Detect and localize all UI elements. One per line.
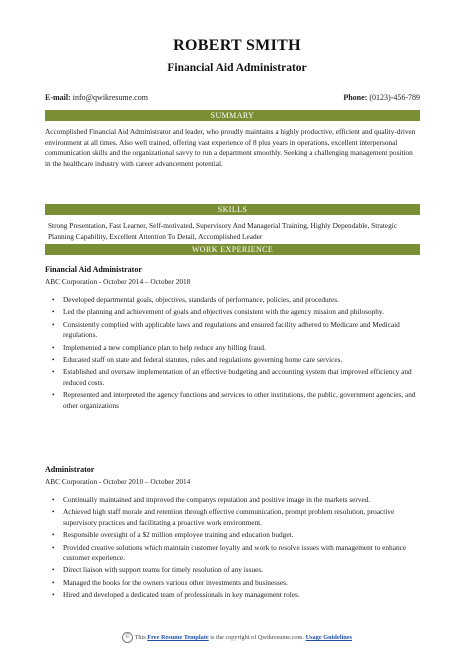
list-item: • Developed departmental goals, objectives, standards of performance, policies, and procedures. — [45, 295, 420, 305]
candidate-title: Financial Aid Administrator — [167, 62, 307, 74]
phone-label: Phone: — [343, 93, 368, 102]
list-item: • Established and oversaw implementation of an effective budgeting and accounting system that improved efficiency and reduced costs. — [45, 367, 420, 388]
skills-heading: SKILLS — [45, 204, 420, 215]
job-meta: ABC Corporation - October 2014 – October 2018 — [45, 277, 191, 286]
job-title: Financial Aid Administrator — [45, 265, 142, 274]
job-title: Administrator — [45, 465, 95, 474]
list-item: • Continually maintained and improved the companys reputation and positive image in the markets served. — [45, 495, 420, 505]
list-item: • Achieved high staff morale and retention through effective communication, prompt problem resolution, proactive supervisory practices and facilitating a proactive work environment. — [45, 507, 420, 528]
summary-heading: SUMMARY — [45, 110, 420, 121]
contact-row — [45, 91, 420, 105]
list-item: • Hired and developed a dedicated team of professionals in key management roles. — [45, 590, 420, 600]
job-bullets — [45, 295, 420, 413]
list-item: • Provided creative solutions which maintain customer loyalty and work to resolve issues with management to enhance customer experience. — [45, 543, 420, 564]
skills-text: Strong Presentation, Fast Learner, Self-motivated, Supervisory And Managerial Training, Highly Dependable, Strategic Planning Capability, Excellent Attention To Detail, Accomplished Leader — [48, 221, 398, 241]
list-item: • Managed the books for the owners various other investments and businesses. — [45, 578, 420, 588]
summary-text: Accomplished Financial Aid Administrator and leader, who proudly maintains a highly productive, efficient and quality-driven environment at all times. Also well trained, offering vast experience of 8 plus years in operations, excellent interpersonal communication skills and the organizational savvy to run a department smoothly. Seeking a challenging management position in the healthcare industry with career advancement potential. — [45, 127, 416, 168]
experience-heading: WORK EXPERIENCE — [45, 244, 420, 255]
list-item: • Implemented a new compliance plan to help reduce any billing fraud. — [45, 343, 420, 353]
list-item: • Responsible oversight of a $2 million employee training and education budget. — [45, 530, 420, 540]
phone-block — [343, 91, 420, 105]
job-bullets — [45, 495, 420, 603]
email-value[interactable]: info@qwikresume.com — [72, 93, 148, 102]
list-item: • Educated staff on state and federal statutes, rules and regulations governing home care services. — [45, 355, 420, 365]
list-item: • Represented and interpreted the agency functions and services to other institutions, the public, government agencies, and other organizations — [45, 390, 420, 411]
copyright-icon: © — [122, 632, 133, 643]
copyright-footer — [0, 632, 474, 643]
footer-prefix: This — [134, 633, 146, 641]
list-item: • Consistently complied with applicable laws and regulations and ensured facility adhered to Medicare and Medicaid regulations. — [45, 320, 420, 341]
candidate-name: ROBERT SMITH — [173, 37, 301, 54]
usage-guidelines-link[interactable]: Usage Guidelines — [305, 633, 352, 641]
free-resume-template-link[interactable]: Free Resume Template — [147, 633, 209, 641]
phone-value: (0123)-456-789 — [369, 93, 420, 102]
email-label: E-mail: — [45, 93, 71, 102]
list-item: • Led the planning and achievement of goals and objectives consistent with the agency mission and philosophy. — [45, 307, 420, 317]
job-meta: ABC Corporation - October 2010 – October 2014 — [45, 477, 191, 486]
list-item: • Direct liaison with support teams for timely resolution of any issues. — [45, 565, 420, 575]
footer-middle: is the copyright of Qwikresume.com. — [210, 633, 305, 641]
